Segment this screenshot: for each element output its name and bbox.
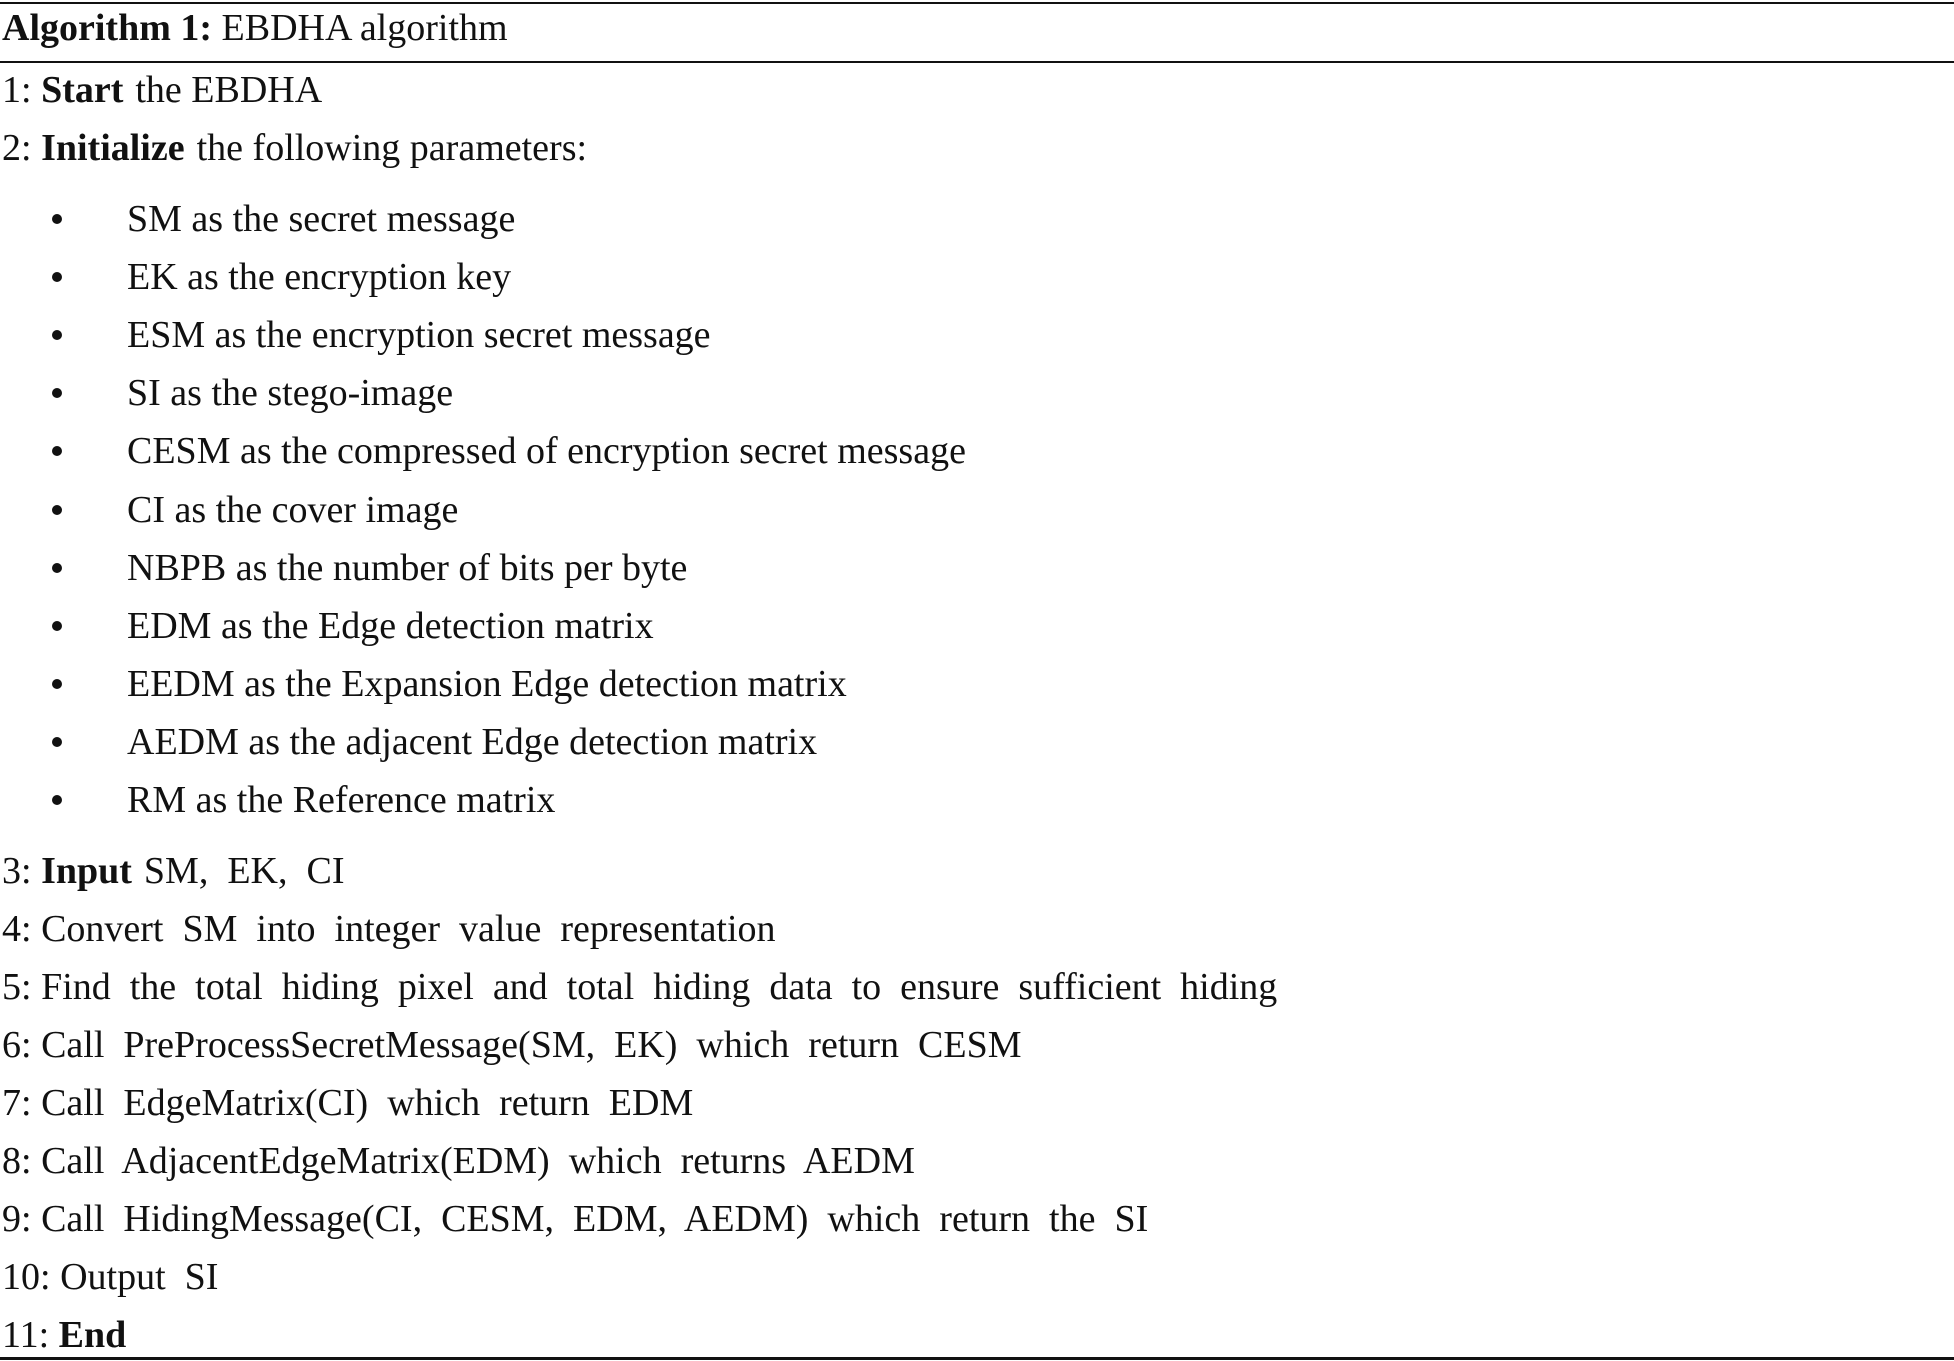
step-number: 11: — [2, 1314, 50, 1356]
step-text: Call AdjacentEdgeMatrix(EDM) which returns AEDM — [41, 1140, 915, 1182]
step-5 — [2, 962, 1277, 1012]
bullet-icon — [52, 446, 62, 456]
step-number: 9: — [2, 1198, 32, 1240]
bullet-icon — [52, 388, 62, 398]
bullet-icon — [52, 679, 62, 689]
bullet-icon — [52, 795, 62, 805]
parameter-text: RM as the Reference matrix — [127, 779, 556, 821]
step-7 — [2, 1078, 693, 1128]
step-number: 1: — [2, 69, 32, 111]
step-text: SM, EK, CI — [143, 850, 345, 892]
step-keyword: End — [58, 1314, 127, 1356]
step-text: the following parameters: — [196, 127, 588, 169]
step-number: 6: — [2, 1024, 32, 1066]
step-11 — [2, 1310, 126, 1360]
step-4 — [2, 904, 776, 954]
parameter-text: CESM as the compressed of encryption secret message — [127, 430, 966, 472]
parameter-text: SM as the secret message — [127, 198, 516, 240]
caption-title: EBDHA algorithm — [221, 7, 508, 49]
step-9 — [2, 1194, 1148, 1244]
parameter-text: CI as the cover image — [127, 489, 459, 531]
step-text: Call HidingMessage(CI, CESM, EDM, AEDM) which return the SI — [41, 1198, 1149, 1240]
algorithm-caption — [2, 3, 508, 53]
step-number: 4: — [2, 908, 32, 950]
step-keyword: Input — [41, 850, 132, 892]
bullet-icon — [52, 737, 62, 747]
step-number: 8: — [2, 1140, 32, 1182]
step-text: Find the total hiding pixel and total hiding data to ensure sufficient hiding — [41, 966, 1278, 1008]
step-number: 5: — [2, 966, 32, 1008]
step-3 — [2, 846, 344, 896]
step-2 — [2, 123, 587, 173]
parameter-text: EDM as the Edge detection matrix — [127, 605, 654, 647]
bullet-icon — [52, 330, 62, 340]
caption-rule — [0, 61, 1954, 63]
parameter-text: NBPB as the number of bits per byte — [127, 547, 688, 589]
bullet-icon — [52, 505, 62, 515]
bottom-rule — [0, 1357, 1954, 1360]
bullet-icon — [52, 621, 62, 631]
parameter-text: AEDM as the adjacent Edge detection matrix — [127, 721, 818, 763]
step-8 — [2, 1136, 915, 1186]
step-text: Output SI — [60, 1256, 219, 1298]
parameter-text: ESM as the encryption secret message — [127, 314, 711, 356]
step-text: Call PreProcessSecretMessage(SM, EK) which return CESM — [41, 1024, 1022, 1066]
step-1 — [2, 65, 322, 115]
step-text: Convert SM into integer value representation — [41, 908, 776, 950]
caption-label: Algorithm 1: — [2, 7, 213, 49]
parameter-text: EEDM as the Expansion Edge detection matrix — [127, 663, 847, 705]
step-text: Call EdgeMatrix(CI) which return EDM — [41, 1082, 694, 1124]
step-number: 3: — [2, 850, 32, 892]
step-keyword: Initialize — [41, 127, 185, 169]
step-10 — [2, 1252, 218, 1302]
step-6 — [2, 1020, 1022, 1070]
bullet-icon — [52, 563, 62, 573]
bullet-icon — [52, 214, 62, 224]
parameter-text: EK as the encryption key — [127, 256, 512, 298]
parameter-text: SI as the stego-image — [127, 372, 454, 414]
step-number: 10: — [2, 1256, 51, 1298]
step-keyword: Start — [41, 69, 124, 111]
step-text: the EBDHA — [135, 69, 323, 111]
bullet-icon — [52, 272, 62, 282]
step-number: 7: — [2, 1082, 32, 1124]
step-number: 2: — [2, 127, 32, 169]
